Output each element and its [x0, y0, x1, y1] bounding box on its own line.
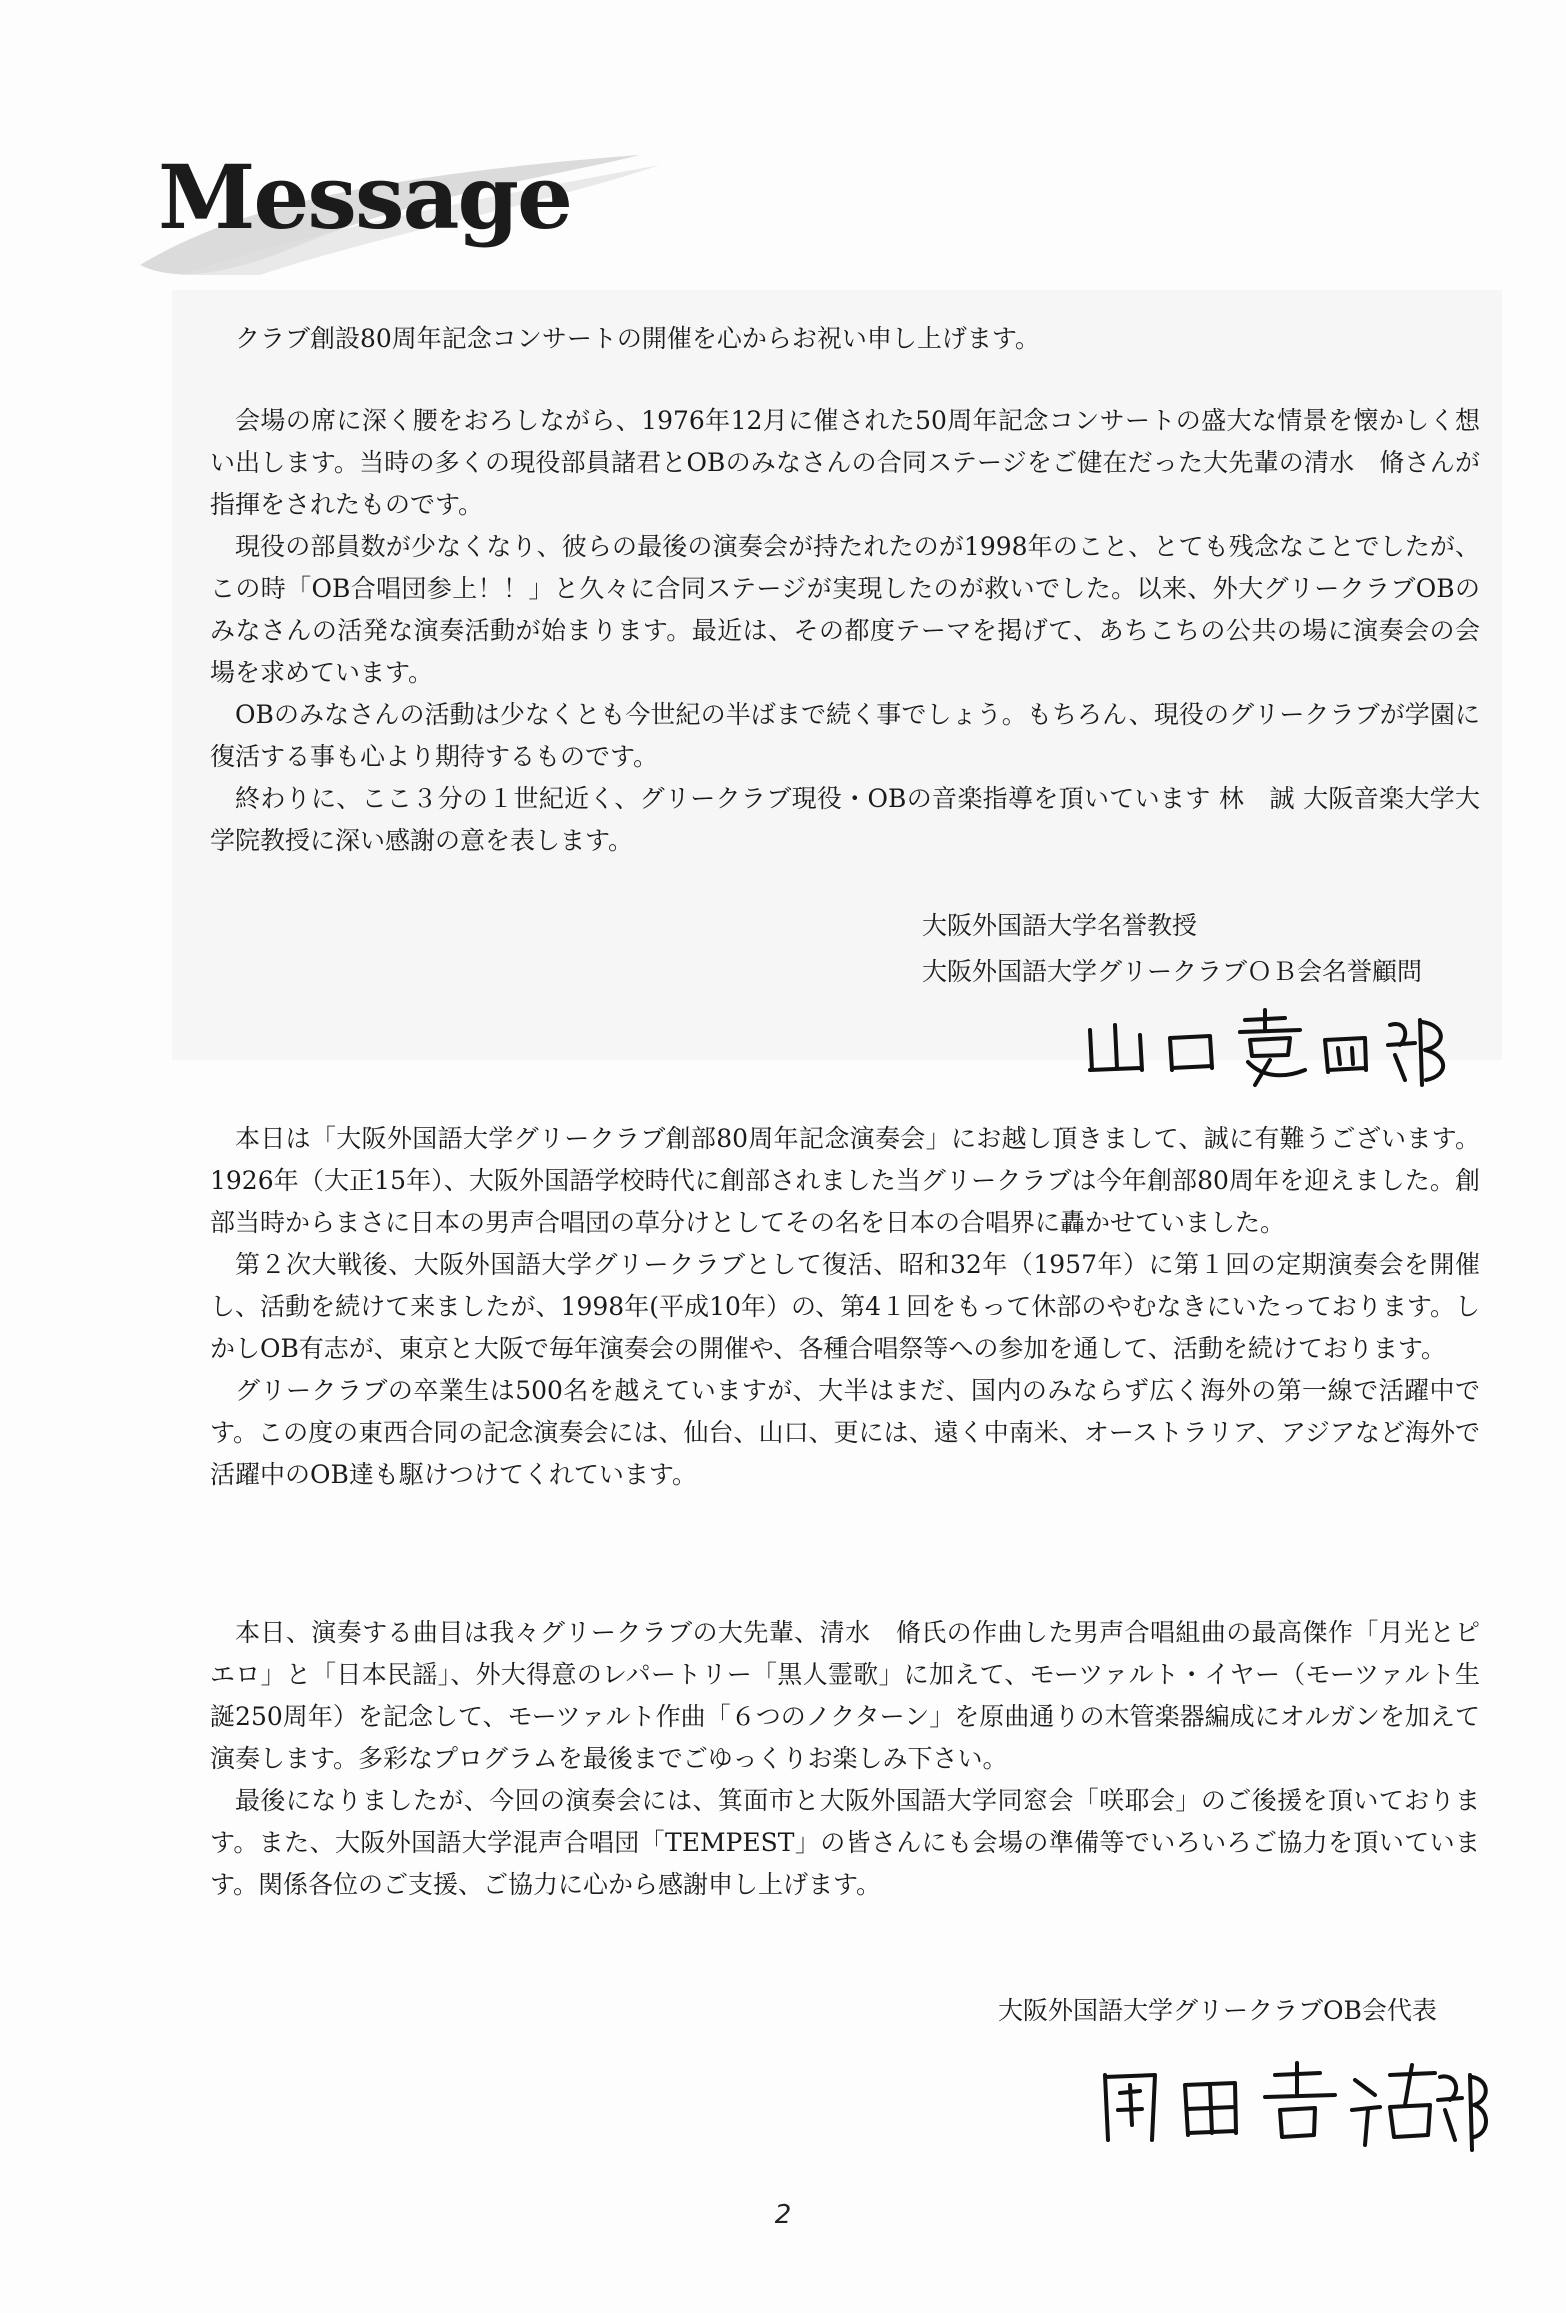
- message-two-signature-block: [998, 1988, 1478, 2034]
- message-two-paragraph: グリークラブの卒業生は500名を越えていますが、大半はまだ、国内のみならず広く海外の第一線で活躍中です。この度の東西合同の記念演奏会には、仙台、山口、更には、遠く中南米、オーストラリア、アジアなど海外で活躍中のOB達も駆けつけてくれています。: [210, 1376, 1480, 1489]
- signature-title: 大阪外国語大学名誉教授: [922, 911, 1198, 940]
- handwritten-signature-okada: [1090, 2055, 1490, 2155]
- heading: [120, 135, 680, 295]
- page-title: Message: [158, 145, 572, 249]
- message-two-paragraph: 本日は「大阪外国語大学グリークラブ創部80周年記念演奏会」にお越し頂きまして、誠に有難うございます。1926年（大正15年）、大阪外国語学校時代に創部されました当グリークラブは今年創部80周年を迎えました。創部当時からまさに日本の男声合唱団の草分けとしてその名を日本の合唱界に轟かせていました。: [210, 1124, 1480, 1237]
- page-number: 2: [774, 2200, 792, 2230]
- message-one: [210, 318, 1480, 862]
- message-one-paragraph: OBのみなさんの活動は少なくとも今世紀の半ばまで続く事でしょう。もちろん、現役のグリークラブが学園に復活する事も心より期待するものです。: [210, 700, 1480, 771]
- message-two-paragraph: 第２次大戦後、大阪外国語大学グリークラブとして復活、昭和32年（1957年）に第１回の定期演奏会を開催し、活動を続けて来ましたが、1998年(平成10年）の、第4１回をもって休部のやむなきにいたっております。しかしOB有志が、東京と大阪で毎年演奏会の開催や、各種合唱祭等への参加を通して、活動を続けております。: [210, 1250, 1480, 1363]
- message-one-paragraph: 終わりに、ここ３分の１世紀近く、グリークラブ現役・OBの音楽指導を頂いています 林 誠 大阪音楽大学大学院教授に深い感謝の意を表します。: [210, 784, 1480, 855]
- message-one-paragraph: クラブ創設80周年記念コンサートの開催を心からお祝い申し上げます。: [235, 324, 1040, 353]
- message-one-paragraph: 現役の部員数が少なくなり、彼らの最後の演奏会が持たれたのが1998年のこと、とても残念なことでしたが、この時「OB合唱団参上！！」と久々に合同ステージが実現したのが救いでした。以来、外大グリークラブOBのみなさんの活発な演奏活動が始まります。最近は、その都度テーマを掲げて、あちこちの公共の場に演奏会の会場を求めています。: [210, 532, 1480, 687]
- message-one-signature-block: [922, 903, 1478, 995]
- signature-title: 大阪外国語大学グリークラブOB会代表: [998, 1996, 1437, 2025]
- message-two: [210, 1118, 1480, 1496]
- signature-title: 大阪外国語大学グリークラブＯＢ会名誉顧問: [922, 957, 1423, 986]
- message-two-paragraph: 本日、演奏する曲目は我々グリークラブの大先輩、清水 脩氏の作曲した男声合唱組曲の最高傑作「月光とピエロ」と「日本民謡」、外大得意のレパートリー「黒人霊歌」に加えて、モーツァルト・イヤー（モーツァルト生誕250周年）を記念して、モーツァルト作曲「６つのノクターン」を原曲通りの木管楽器編成にオルガンを加えて演奏します。多彩なプログラムを最後までごゆっくりお楽しみ下さい。: [210, 1618, 1480, 1773]
- message-two-paragraph: 最後になりましたが、今回の演奏会には、箕面市と大阪外国語大学同窓会「咲耶会」のご後援を頂いております。また、大阪外国語大学混声合唱団「TEMPEST」の皆さんにも会場の準備等でいろいろご協力を頂いています。関係各位のご支援、ご協力に心から感謝申し上げます。: [210, 1786, 1480, 1899]
- handwritten-signature-yamaguchi: [1070, 1000, 1470, 1090]
- message-one-paragraph: 会場の席に深く腰をおろしながら、1976年12月に催された50周年記念コンサートの盛大な情景を懐かしく想い出します。当時の多くの現役部員諸君とOBのみなさんの合同ステージをご健在だった大先輩の清水 脩さんが指揮をされたものです。: [210, 406, 1480, 519]
- message-two-continued: [210, 1612, 1480, 1906]
